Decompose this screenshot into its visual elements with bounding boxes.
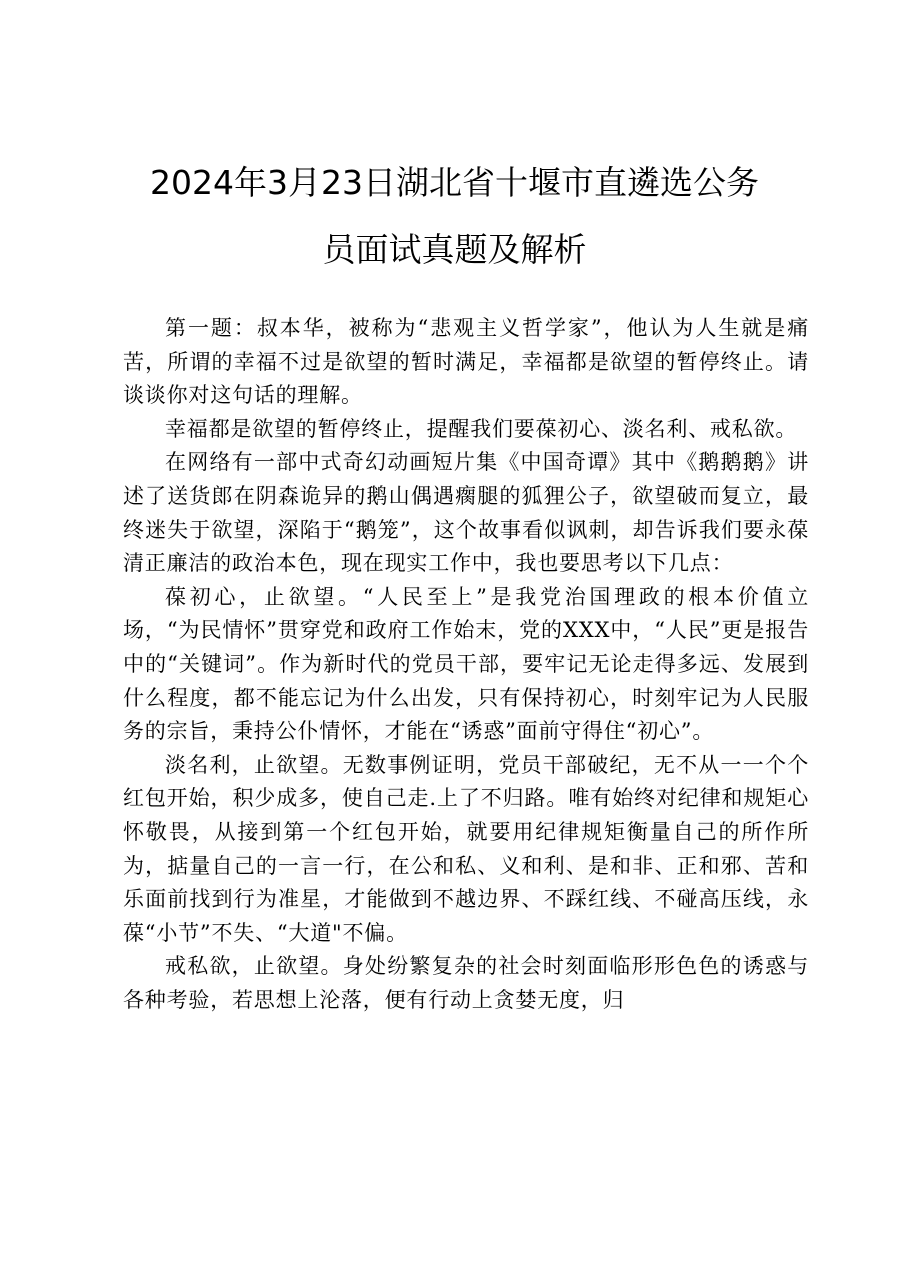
paragraph-thesis: 幸福都是欲望的暂停终止，提醒我们要葆初心、淡名利、戒私欲。 xyxy=(165,416,798,441)
paragraph-story: 在网络有一部中式奇幻动画短片集《中国奇谭》其中《鹅鹅鹅》讲述了送货郎在阴森诡异的鹅山偶遇瘸腿的狐狸公子，欲望破而复立，最终迷失于欲望，深陷于“鹅笼”，这个故事看似讽刺，却告诉我们要永葆清正廉洁的政治本色，现在现实工作中，我也要思考以下几点： xyxy=(123,450,809,576)
document-title-line-1: 2024年3月23日湖北省十堰市直遴选公务 xyxy=(150,163,759,202)
paragraph-question: 第一题：叔本华，被称为“悲观主义哲学家”，他认为人生就是痛苦，所谓的幸福不过是欲望的暂时满足，幸福都是欲望的暂停终止。请谈谈你对这句话的理解。 xyxy=(123,316,809,408)
paragraph-point-1: 葆初心，止欲望。“人民至上”是我党治国理政的根本价值立场，“为民情怀”贯穿党和政府工作始末，党的XXX中，“人民”更是报告中的“关键词”。作为新时代的党员干部，要牢记无论走得多远、发展到什么程度，都不能忘记为什么出发，只有保持初心，时刻牢记为人民服务的宗旨，秉持公仆情怀，才能在“诱惑”面前守得住“初心”。 xyxy=(123,584,809,744)
paragraph-point-3: 戒私欲，止欲望。身处纷繁复杂的社会时刻面临形形色色的诱惑与各种考验，若思想上沦落，便有行动上贪婪无度，归 xyxy=(123,954,809,1012)
paragraph-point-2: 淡名利，止欲望。无数事例证明，党员干部破纪，无不从一一个个红包开始，积少成多，使自己走.上了不归路。唯有始终对纪律和规矩心怀敬畏，从接到第一个红包开始，就要用纪律规矩衡量自己的所作所为，掂量自己的一言一行，在公和私、义和利、是和非、正和邪、苦和乐面前找到行为准星，才能做到不越边界、不踩红线、不碰高压线，永葆“小节”不失、“大道"不偏。 xyxy=(123,752,809,945)
document-body xyxy=(123,312,809,1017)
document-title-line-2: 员面试真题及解析 xyxy=(322,230,587,269)
